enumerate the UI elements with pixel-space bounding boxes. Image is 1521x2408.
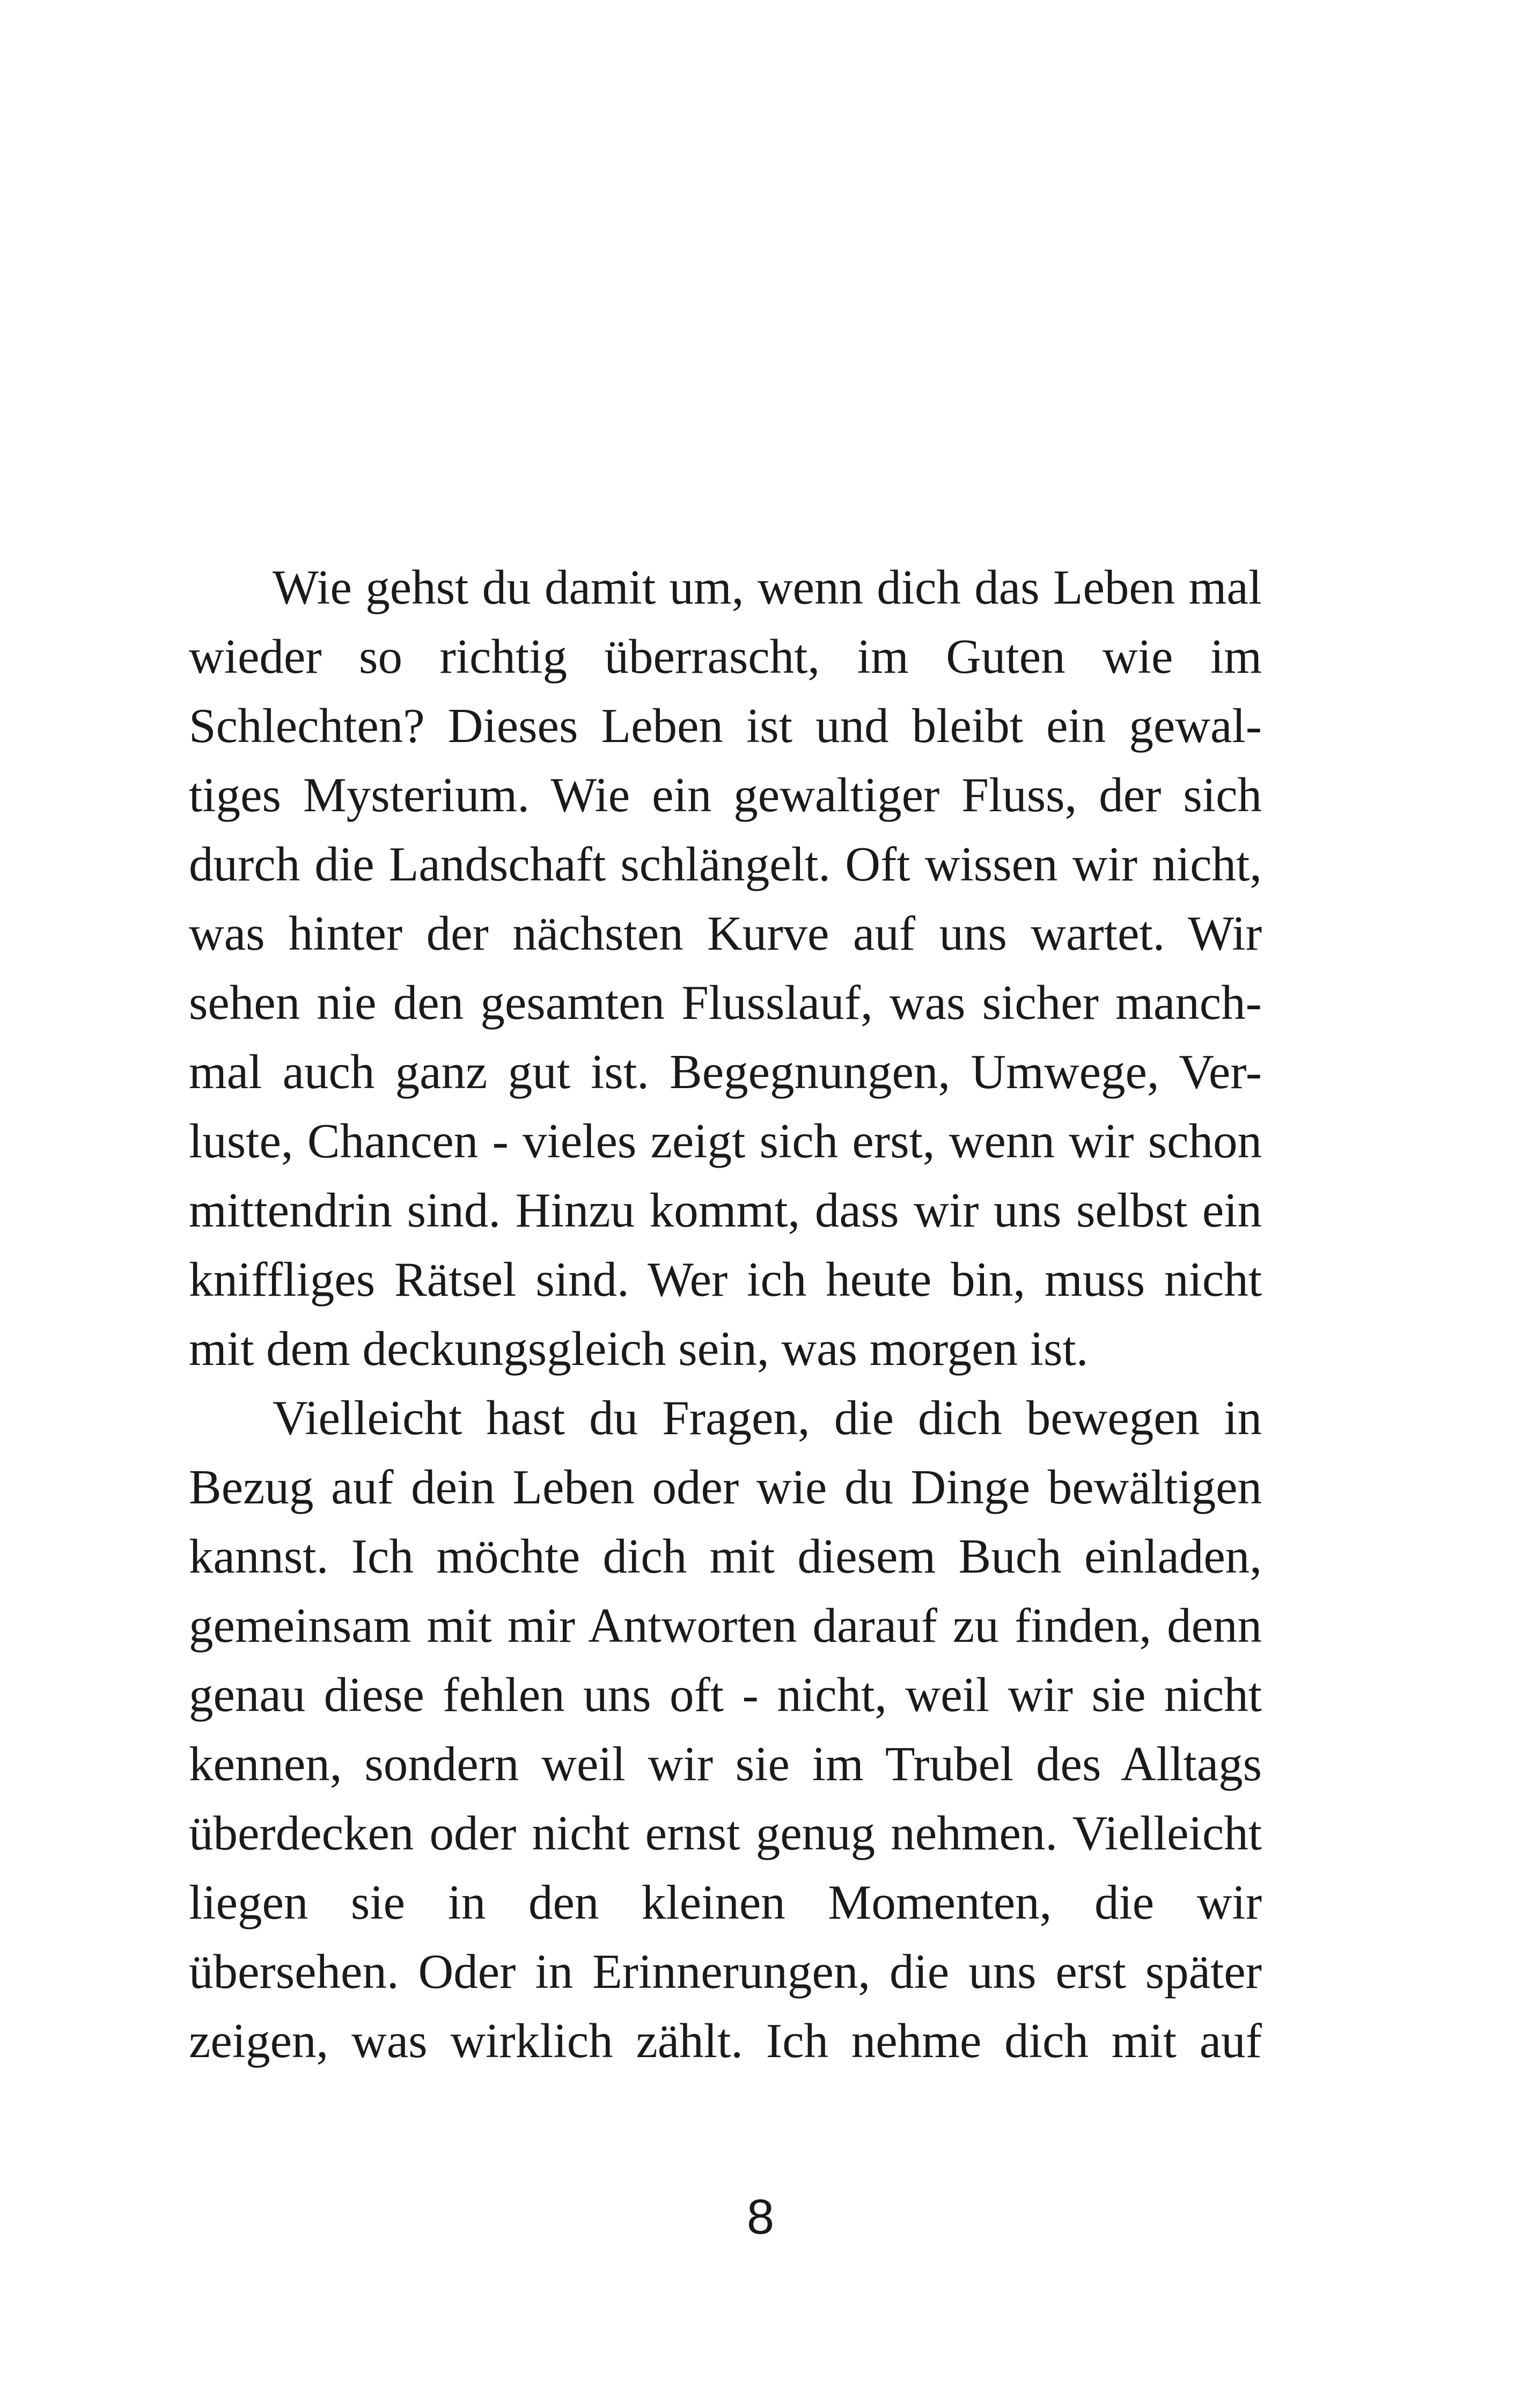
text-line: liegen sie in den kleinen Momenten, die wir xyxy=(189,1875,1262,1929)
text-line: Wie gehst du damit um, wenn dich das Leben mal xyxy=(273,560,1262,614)
text-line: sehen nie den gesamten Flusslauf, was sicher manch- xyxy=(189,975,1262,1030)
text-line: kniffliges Rätsel sind. Wer ich heute bin, muss nicht xyxy=(189,1252,1262,1306)
page-number: 8 xyxy=(746,2190,775,2244)
text-line: kannst. Ich möchte dich mit diesem Buch einladen, xyxy=(189,1529,1262,1583)
text-line: genau diese fehlen uns oft - nicht, weil wir sie nicht xyxy=(189,1668,1262,1722)
body-text xyxy=(189,553,1262,2075)
text-line: Vielleicht hast du Fragen, die dich bewegen in xyxy=(273,1391,1262,1445)
text-line: mal auch ganz gut ist. Begegnungen, Umwege, Ver- xyxy=(189,1045,1262,1099)
text-line: überdecken oder nicht ernst genug nehmen. Vielleicht xyxy=(189,1806,1262,1860)
text-line: was hinter der nächsten Kurve auf uns wartet. Wir xyxy=(189,906,1262,960)
text-line: durch die Landschaft schlängelt. Oft wissen wir nicht, xyxy=(189,837,1262,891)
text-line: mittendrin sind. Hinzu kommt, dass wir uns selbst ein xyxy=(189,1183,1262,1237)
text-line: Bezug auf dein Leben oder wie du Dinge bewältigen xyxy=(189,1460,1262,1514)
text-line: kennen, sondern weil wir sie im Trubel des Alltags xyxy=(189,1737,1262,1791)
text-line: wieder so richtig überrascht, im Guten wie im xyxy=(189,629,1262,684)
text-line: übersehen. Oder in Erinnerungen, die uns erst später xyxy=(189,1944,1262,1999)
text-line: luste, Chancen - vieles zeigt sich erst, wenn wir schon xyxy=(189,1114,1262,1168)
text-line: tiges Mysterium. Wie ein gewaltiger Fluss, der sich xyxy=(189,768,1262,822)
text-line: gemeinsam mit mir Antworten darauf zu finden, denn xyxy=(189,1598,1262,1653)
text-line: Schlechten? Dieses Leben ist und bleibt ein gewal- xyxy=(189,699,1262,753)
text-line: zeigen, was wirklich zählt. Ich nehme dich mit auf xyxy=(189,2014,1262,2068)
text-line: mit dem deckungsgleich sein, was morgen ist. xyxy=(189,1322,1089,1376)
